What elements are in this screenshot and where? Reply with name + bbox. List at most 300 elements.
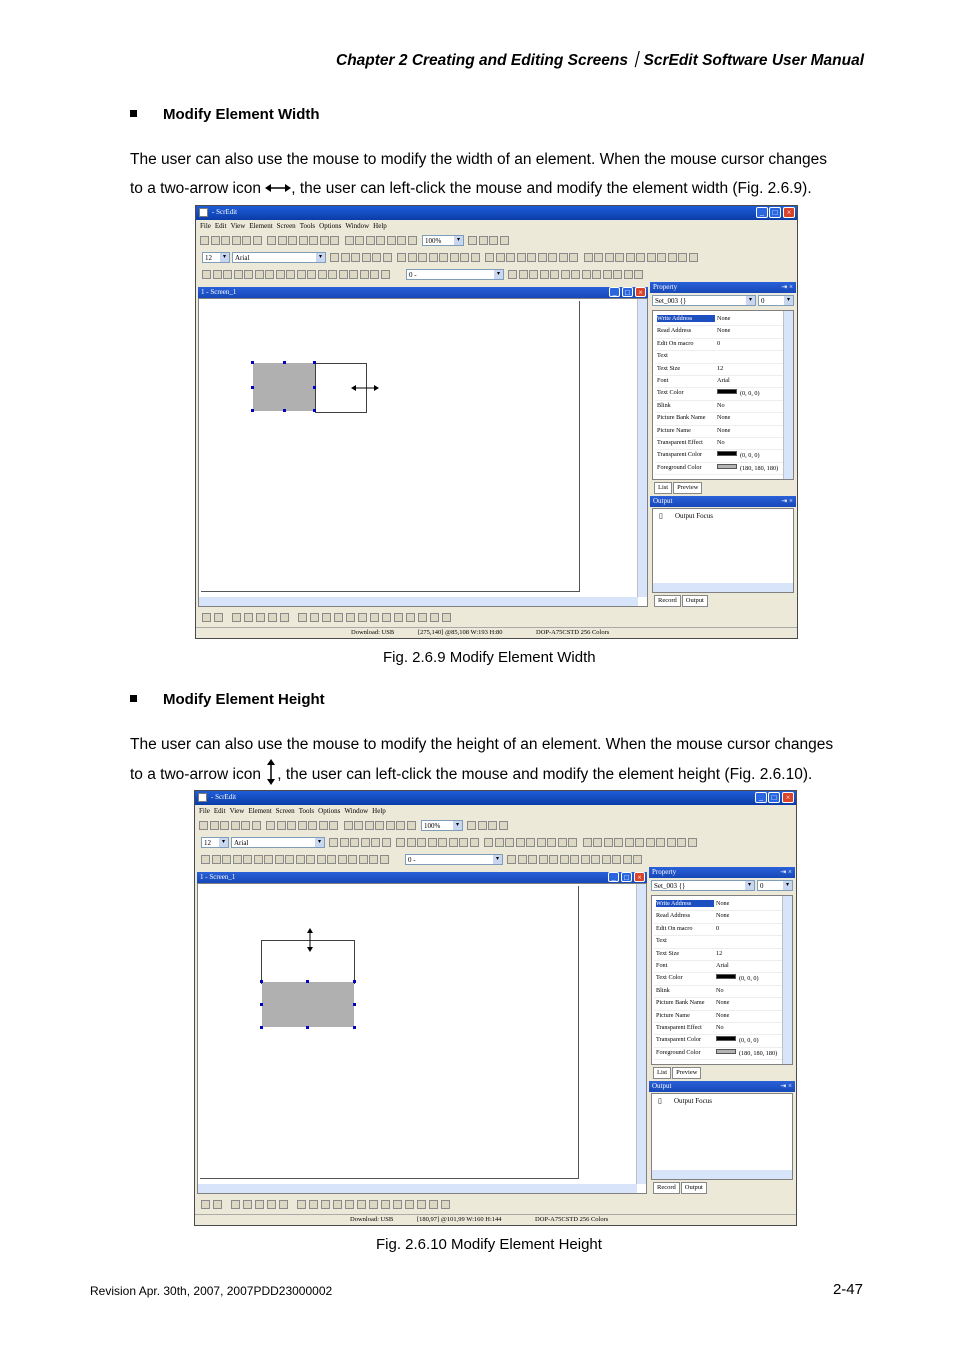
format-tool-icon[interactable] bbox=[470, 838, 479, 847]
zoom-combo[interactable] bbox=[421, 820, 463, 831]
format-tool-icon[interactable] bbox=[689, 253, 698, 262]
resize-handle[interactable] bbox=[353, 1003, 356, 1006]
vertical-scrollbar[interactable] bbox=[636, 884, 646, 1184]
resize-handle[interactable] bbox=[313, 386, 316, 389]
resize-handle[interactable] bbox=[251, 386, 254, 389]
property-row[interactable] bbox=[654, 960, 782, 973]
format-tool-icon[interactable] bbox=[408, 253, 417, 262]
element-tool-icon[interactable] bbox=[213, 270, 222, 279]
arrange-tool-icon[interactable] bbox=[561, 270, 570, 279]
menu-item[interactable]: File bbox=[200, 222, 211, 230]
maximize-button[interactable]: □ bbox=[622, 287, 633, 297]
selected-element[interactable] bbox=[262, 982, 354, 1027]
toolbar-button-icon[interactable] bbox=[365, 821, 374, 830]
toolbar-button-icon[interactable] bbox=[242, 236, 251, 245]
screen-area[interactable] bbox=[201, 301, 580, 592]
layout-tool-icon[interactable] bbox=[357, 1200, 366, 1209]
format-tool-icon[interactable] bbox=[340, 838, 349, 847]
zoom-tool-icon[interactable] bbox=[488, 821, 497, 830]
tab-output[interactable]: Output bbox=[682, 595, 708, 607]
property-row[interactable] bbox=[655, 325, 783, 338]
format-tool-icon[interactable] bbox=[516, 838, 525, 847]
toolbar-button-icon[interactable] bbox=[266, 821, 275, 830]
element-tool-icon[interactable] bbox=[380, 855, 389, 864]
format-tool-icon[interactable] bbox=[583, 838, 592, 847]
close-button[interactable]: × bbox=[782, 792, 794, 803]
toolbar-button-icon[interactable] bbox=[231, 821, 240, 830]
object-state-combo[interactable] bbox=[758, 295, 794, 306]
format-tool-icon[interactable] bbox=[584, 253, 593, 262]
toolbar-button-icon[interactable] bbox=[397, 236, 406, 245]
menu-item[interactable]: View bbox=[230, 222, 246, 230]
toolbar-button-icon[interactable] bbox=[267, 236, 276, 245]
element-tool-icon[interactable] bbox=[328, 270, 337, 279]
format-tool-icon[interactable] bbox=[548, 253, 557, 262]
menu-item[interactable]: Options bbox=[319, 222, 342, 230]
pin-close-icon[interactable]: ⇥ × bbox=[781, 497, 793, 505]
layout-tool-icon[interactable] bbox=[267, 1200, 276, 1209]
format-tool-icon[interactable] bbox=[471, 253, 480, 262]
menu-item[interactable]: Screen bbox=[276, 222, 296, 230]
layout-tool-icon[interactable] bbox=[334, 613, 343, 622]
arrange-tool-icon[interactable] bbox=[550, 270, 559, 279]
toolbar-button-icon[interactable] bbox=[211, 236, 220, 245]
format-tool-icon[interactable] bbox=[417, 838, 426, 847]
format-tool-icon[interactable] bbox=[428, 838, 437, 847]
format-tool-icon[interactable] bbox=[527, 253, 536, 262]
layout-tool-icon[interactable] bbox=[298, 613, 307, 622]
format-tool-icon[interactable] bbox=[329, 838, 338, 847]
menu-item[interactable]: Help bbox=[372, 807, 386, 815]
format-tool-icon[interactable] bbox=[667, 838, 676, 847]
toolbar-button-icon[interactable] bbox=[299, 236, 308, 245]
format-tool-icon[interactable] bbox=[371, 838, 380, 847]
toolbar-button-icon[interactable] bbox=[407, 821, 416, 830]
format-tool-icon[interactable] bbox=[668, 253, 677, 262]
arrange-tool-icon[interactable] bbox=[613, 270, 622, 279]
element-tool-icon[interactable] bbox=[297, 270, 306, 279]
toolbar-button-icon[interactable] bbox=[253, 236, 262, 245]
layout-tool-icon[interactable] bbox=[430, 613, 439, 622]
menu-item[interactable]: Screen bbox=[275, 807, 295, 815]
menu-item[interactable]: Help bbox=[373, 222, 387, 230]
layout-tool-icon[interactable] bbox=[310, 613, 319, 622]
arrange-tool-icon[interactable] bbox=[518, 855, 527, 864]
format-tool-icon[interactable] bbox=[330, 253, 339, 262]
property-row[interactable] bbox=[655, 412, 783, 425]
format-tool-icon[interactable] bbox=[341, 253, 350, 262]
toolbar-button-icon[interactable] bbox=[366, 236, 375, 245]
toolbar-button-icon[interactable] bbox=[355, 236, 364, 245]
tab-record[interactable]: Record bbox=[653, 1182, 680, 1194]
font-size-combo[interactable] bbox=[201, 837, 229, 848]
format-tool-icon[interactable] bbox=[559, 253, 568, 262]
layout-tool-icon[interactable] bbox=[393, 1200, 402, 1209]
element-tool-icon[interactable] bbox=[275, 855, 284, 864]
state-combo[interactable] bbox=[405, 854, 503, 865]
format-tool-icon[interactable] bbox=[350, 838, 359, 847]
screen-area[interactable] bbox=[200, 886, 579, 1179]
zoom-tool-icon[interactable] bbox=[500, 236, 509, 245]
output-item[interactable]: Output Focus bbox=[674, 1097, 712, 1105]
tab-record[interactable]: Record bbox=[654, 595, 681, 607]
element-tool-icon[interactable] bbox=[264, 855, 273, 864]
element-tool-icon[interactable] bbox=[360, 270, 369, 279]
format-tool-icon[interactable] bbox=[407, 838, 416, 847]
arrange-tool-icon[interactable] bbox=[603, 270, 612, 279]
arrange-tool-icon[interactable] bbox=[602, 855, 611, 864]
element-tool-icon[interactable] bbox=[338, 855, 347, 864]
element-tool-icon[interactable] bbox=[286, 270, 295, 279]
layout-tool-icon[interactable] bbox=[256, 613, 265, 622]
toolbar-button-icon[interactable] bbox=[220, 821, 229, 830]
toolbar-button-icon[interactable] bbox=[376, 236, 385, 245]
toolbar-button-icon[interactable] bbox=[329, 821, 338, 830]
format-tool-icon[interactable] bbox=[429, 253, 438, 262]
element-tool-icon[interactable] bbox=[223, 270, 232, 279]
resize-handle[interactable] bbox=[283, 409, 286, 412]
layout-tool-icon[interactable] bbox=[243, 1200, 252, 1209]
arrange-tool-icon[interactable] bbox=[582, 270, 591, 279]
minimize-button[interactable]: _ bbox=[756, 207, 768, 218]
toolbar-button-icon[interactable] bbox=[375, 821, 384, 830]
layout-tool-icon[interactable] bbox=[214, 613, 223, 622]
toolbar-button-icon[interactable] bbox=[232, 236, 241, 245]
zoom-tool-icon[interactable] bbox=[468, 236, 477, 245]
layout-tool-icon[interactable] bbox=[381, 1200, 390, 1209]
zoom-combo[interactable] bbox=[422, 235, 464, 246]
element-tool-icon[interactable] bbox=[244, 270, 253, 279]
tab-preview[interactable]: Preview bbox=[673, 482, 702, 494]
layout-tool-icon[interactable] bbox=[382, 613, 391, 622]
layout-tool-icon[interactable] bbox=[441, 1200, 450, 1209]
element-tool-icon[interactable] bbox=[222, 855, 231, 864]
layout-tool-icon[interactable] bbox=[213, 1200, 222, 1209]
format-tool-icon[interactable] bbox=[537, 838, 546, 847]
element-tool-icon[interactable] bbox=[285, 855, 294, 864]
element-tool-icon[interactable] bbox=[318, 270, 327, 279]
format-tool-icon[interactable] bbox=[569, 253, 578, 262]
pin-close-icon[interactable]: ⇥ × bbox=[780, 1082, 792, 1090]
toolbar-button-icon[interactable] bbox=[387, 236, 396, 245]
toolbar-button-icon[interactable] bbox=[396, 821, 405, 830]
toolbar-button-icon[interactable] bbox=[210, 821, 219, 830]
close-button[interactable]: × bbox=[783, 207, 795, 218]
pin-close-icon[interactable]: ⇥ × bbox=[781, 283, 793, 291]
object-combo[interactable] bbox=[651, 880, 755, 891]
format-tool-icon[interactable] bbox=[688, 838, 697, 847]
element-tool-icon[interactable] bbox=[265, 270, 274, 279]
tab-list[interactable]: List bbox=[653, 1067, 671, 1079]
format-tool-icon[interactable] bbox=[459, 838, 468, 847]
arrange-tool-icon[interactable] bbox=[549, 855, 558, 864]
toolbar-button-icon[interactable] bbox=[241, 821, 250, 830]
format-tool-icon[interactable] bbox=[362, 253, 371, 262]
toolbar-button-icon[interactable] bbox=[221, 236, 230, 245]
format-tool-icon[interactable] bbox=[450, 253, 459, 262]
element-tool-icon[interactable] bbox=[369, 855, 378, 864]
zoom-tool-icon[interactable] bbox=[499, 821, 508, 830]
element-tool-icon[interactable] bbox=[243, 855, 252, 864]
element-tool-icon[interactable] bbox=[359, 855, 368, 864]
menu-item[interactable]: Edit bbox=[214, 222, 227, 230]
toolbar-button-icon[interactable] bbox=[386, 821, 395, 830]
format-tool-icon[interactable] bbox=[397, 253, 406, 262]
format-tool-icon[interactable] bbox=[625, 838, 634, 847]
arrange-tool-icon[interactable] bbox=[592, 270, 601, 279]
arrange-tool-icon[interactable] bbox=[507, 855, 516, 864]
menu-item[interactable]: Edit bbox=[213, 807, 226, 815]
element-tool-icon[interactable] bbox=[255, 270, 264, 279]
format-tool-icon[interactable] bbox=[558, 838, 567, 847]
format-tool-icon[interactable] bbox=[361, 838, 370, 847]
property-row[interactable] bbox=[655, 462, 783, 475]
format-tool-icon[interactable] bbox=[505, 838, 514, 847]
format-tool-icon[interactable] bbox=[657, 253, 666, 262]
layout-tool-icon[interactable] bbox=[345, 1200, 354, 1209]
selected-element[interactable] bbox=[253, 363, 315, 411]
property-row[interactable] bbox=[655, 449, 783, 462]
zoom-tool-icon[interactable] bbox=[478, 821, 487, 830]
element-tool-icon[interactable] bbox=[370, 270, 379, 279]
property-row[interactable] bbox=[655, 437, 783, 450]
toolbar-button-icon[interactable] bbox=[345, 236, 354, 245]
format-tool-icon[interactable] bbox=[460, 253, 469, 262]
layout-tool-icon[interactable] bbox=[358, 613, 367, 622]
zoom-tool-icon[interactable] bbox=[489, 236, 498, 245]
property-scrollbar[interactable] bbox=[783, 311, 793, 479]
format-tool-icon[interactable] bbox=[593, 838, 602, 847]
layout-tool-icon[interactable] bbox=[309, 1200, 318, 1209]
format-tool-icon[interactable] bbox=[614, 838, 623, 847]
arrange-tool-icon[interactable] bbox=[581, 855, 590, 864]
format-tool-icon[interactable] bbox=[418, 253, 427, 262]
close-button[interactable]: × bbox=[634, 872, 645, 882]
resize-handle[interactable] bbox=[306, 980, 309, 983]
arrange-tool-icon[interactable] bbox=[570, 855, 579, 864]
zoom-tool-icon[interactable] bbox=[479, 236, 488, 245]
layout-tool-icon[interactable] bbox=[442, 613, 451, 622]
element-tool-icon[interactable] bbox=[233, 855, 242, 864]
property-row[interactable] bbox=[654, 935, 782, 948]
layout-tool-icon[interactable] bbox=[346, 613, 355, 622]
format-tool-icon[interactable] bbox=[626, 253, 635, 262]
menu-item[interactable]: Element bbox=[248, 807, 272, 815]
format-tool-icon[interactable] bbox=[485, 253, 494, 262]
toolbar-button-icon[interactable] bbox=[200, 236, 209, 245]
arrange-tool-icon[interactable] bbox=[508, 270, 517, 279]
arrange-tool-icon[interactable] bbox=[624, 270, 633, 279]
format-tool-icon[interactable] bbox=[382, 838, 391, 847]
element-tool-icon[interactable] bbox=[202, 270, 211, 279]
layout-tool-icon[interactable] bbox=[202, 613, 211, 622]
resize-handle[interactable] bbox=[260, 1003, 263, 1006]
element-tool-icon[interactable] bbox=[381, 270, 390, 279]
menu-item[interactable]: Window bbox=[344, 807, 369, 815]
format-tool-icon[interactable] bbox=[615, 253, 624, 262]
maximize-button[interactable]: □ bbox=[768, 792, 780, 803]
format-tool-icon[interactable] bbox=[495, 838, 504, 847]
format-tool-icon[interactable] bbox=[383, 253, 392, 262]
property-row[interactable] bbox=[654, 1047, 782, 1060]
property-row[interactable] bbox=[655, 387, 783, 400]
property-row[interactable] bbox=[654, 985, 782, 998]
format-tool-icon[interactable] bbox=[484, 838, 493, 847]
pin-close-icon[interactable]: ⇥ × bbox=[780, 868, 792, 876]
arrange-tool-icon[interactable] bbox=[612, 855, 621, 864]
state-combo[interactable] bbox=[406, 269, 504, 280]
toolbar-button-icon[interactable] bbox=[199, 821, 208, 830]
element-tool-icon[interactable] bbox=[234, 270, 243, 279]
maximize-button[interactable]: □ bbox=[621, 872, 632, 882]
element-tool-icon[interactable] bbox=[276, 270, 285, 279]
toolbar-button-icon[interactable] bbox=[344, 821, 353, 830]
element-tool-icon[interactable] bbox=[254, 855, 263, 864]
layout-tool-icon[interactable] bbox=[231, 1200, 240, 1209]
toolbar-button-icon[interactable] bbox=[309, 236, 318, 245]
resize-handle[interactable] bbox=[251, 361, 254, 364]
element-tool-icon[interactable] bbox=[348, 855, 357, 864]
element-tool-icon[interactable] bbox=[307, 270, 316, 279]
layout-tool-icon[interactable] bbox=[268, 613, 277, 622]
element-tool-icon[interactable] bbox=[306, 855, 315, 864]
layout-tool-icon[interactable] bbox=[232, 613, 241, 622]
format-tool-icon[interactable] bbox=[351, 253, 360, 262]
horizontal-scrollbar[interactable] bbox=[199, 597, 638, 606]
property-row[interactable] bbox=[655, 375, 783, 388]
arrange-tool-icon[interactable] bbox=[591, 855, 600, 864]
tab-list[interactable]: List bbox=[654, 482, 672, 494]
arrange-tool-icon[interactable] bbox=[519, 270, 528, 279]
toolbar-button-icon[interactable] bbox=[288, 236, 297, 245]
property-scrollbar[interactable] bbox=[782, 896, 792, 1064]
resize-handle[interactable] bbox=[313, 361, 316, 364]
toolbar-button-icon[interactable] bbox=[320, 236, 329, 245]
property-row[interactable] bbox=[654, 1034, 782, 1047]
property-row[interactable] bbox=[654, 1022, 782, 1035]
resize-handle[interactable] bbox=[306, 1026, 309, 1029]
arrange-tool-icon[interactable] bbox=[529, 270, 538, 279]
layout-tool-icon[interactable] bbox=[255, 1200, 264, 1209]
layout-tool-icon[interactable] bbox=[429, 1200, 438, 1209]
property-row[interactable] bbox=[655, 363, 783, 376]
toolbar-button-icon[interactable] bbox=[298, 821, 307, 830]
property-row[interactable] bbox=[655, 338, 783, 351]
resize-handle[interactable] bbox=[353, 980, 356, 983]
arrange-tool-icon[interactable] bbox=[528, 855, 537, 864]
element-tool-icon[interactable] bbox=[317, 855, 326, 864]
font-size-combo[interactable] bbox=[202, 252, 230, 263]
horizontal-scrollbar[interactable] bbox=[198, 1184, 637, 1193]
format-tool-icon[interactable] bbox=[678, 253, 687, 262]
minimize-button[interactable]: _ bbox=[755, 792, 767, 803]
toolbar-button-icon[interactable] bbox=[277, 821, 286, 830]
format-tool-icon[interactable] bbox=[438, 838, 447, 847]
layout-tool-icon[interactable] bbox=[369, 1200, 378, 1209]
format-tool-icon[interactable] bbox=[635, 838, 644, 847]
output-scrollbar[interactable] bbox=[652, 1170, 792, 1179]
toolbar-button-icon[interactable] bbox=[408, 236, 417, 245]
resize-handle[interactable] bbox=[283, 361, 286, 364]
font-name-combo[interactable] bbox=[231, 837, 325, 848]
format-tool-icon[interactable] bbox=[506, 253, 515, 262]
property-row[interactable] bbox=[654, 910, 782, 923]
layout-tool-icon[interactable] bbox=[297, 1200, 306, 1209]
format-tool-icon[interactable] bbox=[636, 253, 645, 262]
layout-tool-icon[interactable] bbox=[279, 1200, 288, 1209]
resize-handle[interactable] bbox=[251, 409, 254, 412]
element-tool-icon[interactable] bbox=[296, 855, 305, 864]
format-tool-icon[interactable] bbox=[594, 253, 603, 262]
format-tool-icon[interactable] bbox=[647, 253, 656, 262]
close-button[interactable]: × bbox=[635, 287, 646, 297]
format-tool-icon[interactable] bbox=[526, 838, 535, 847]
property-row[interactable] bbox=[655, 350, 783, 363]
format-tool-icon[interactable] bbox=[568, 838, 577, 847]
property-row[interactable] bbox=[655, 400, 783, 413]
object-state-combo[interactable] bbox=[757, 880, 793, 891]
format-tool-icon[interactable] bbox=[605, 253, 614, 262]
zoom-tool-icon[interactable] bbox=[467, 821, 476, 830]
output-scrollbar[interactable] bbox=[653, 583, 793, 592]
element-tool-icon[interactable] bbox=[349, 270, 358, 279]
property-row[interactable] bbox=[654, 898, 782, 911]
minimize-button[interactable]: _ bbox=[609, 287, 620, 297]
format-tool-icon[interactable] bbox=[517, 253, 526, 262]
layout-tool-icon[interactable] bbox=[405, 1200, 414, 1209]
toolbar-button-icon[interactable] bbox=[278, 236, 287, 245]
toolbar-button-icon[interactable] bbox=[330, 236, 339, 245]
layout-tool-icon[interactable] bbox=[321, 1200, 330, 1209]
arrange-tool-icon[interactable] bbox=[623, 855, 632, 864]
tab-output[interactable]: Output bbox=[681, 1182, 707, 1194]
toolbar-button-icon[interactable] bbox=[308, 821, 317, 830]
property-row[interactable] bbox=[654, 948, 782, 961]
toolbar-button-icon[interactable] bbox=[319, 821, 328, 830]
property-row[interactable] bbox=[654, 997, 782, 1010]
format-tool-icon[interactable] bbox=[604, 838, 613, 847]
arrange-tool-icon[interactable] bbox=[560, 855, 569, 864]
arrange-tool-icon[interactable] bbox=[634, 270, 643, 279]
minimize-button[interactable]: _ bbox=[608, 872, 619, 882]
resize-handle[interactable] bbox=[260, 980, 263, 983]
layout-tool-icon[interactable] bbox=[280, 613, 289, 622]
element-tool-icon[interactable] bbox=[339, 270, 348, 279]
menu-item[interactable]: Tools bbox=[299, 222, 316, 230]
font-name-combo[interactable] bbox=[232, 252, 326, 263]
layout-tool-icon[interactable] bbox=[333, 1200, 342, 1209]
format-tool-icon[interactable] bbox=[646, 838, 655, 847]
vertical-scrollbar[interactable] bbox=[637, 299, 647, 597]
screen-canvas[interactable] bbox=[198, 298, 648, 607]
screen-canvas[interactable] bbox=[197, 883, 647, 1194]
property-row[interactable] bbox=[655, 425, 783, 438]
menu-item[interactable]: Window bbox=[345, 222, 370, 230]
toolbar-button-icon[interactable] bbox=[354, 821, 363, 830]
layout-tool-icon[interactable] bbox=[418, 613, 427, 622]
format-tool-icon[interactable] bbox=[547, 838, 556, 847]
maximize-button[interactable]: □ bbox=[769, 207, 781, 218]
layout-tool-icon[interactable] bbox=[394, 613, 403, 622]
layout-tool-icon[interactable] bbox=[322, 613, 331, 622]
resize-handle[interactable] bbox=[260, 1026, 263, 1029]
format-tool-icon[interactable] bbox=[449, 838, 458, 847]
format-tool-icon[interactable] bbox=[372, 253, 381, 262]
menu-item[interactable]: Tools bbox=[298, 807, 315, 815]
format-tool-icon[interactable] bbox=[396, 838, 405, 847]
menu-item[interactable]: Element bbox=[249, 222, 273, 230]
property-row[interactable] bbox=[654, 1010, 782, 1023]
